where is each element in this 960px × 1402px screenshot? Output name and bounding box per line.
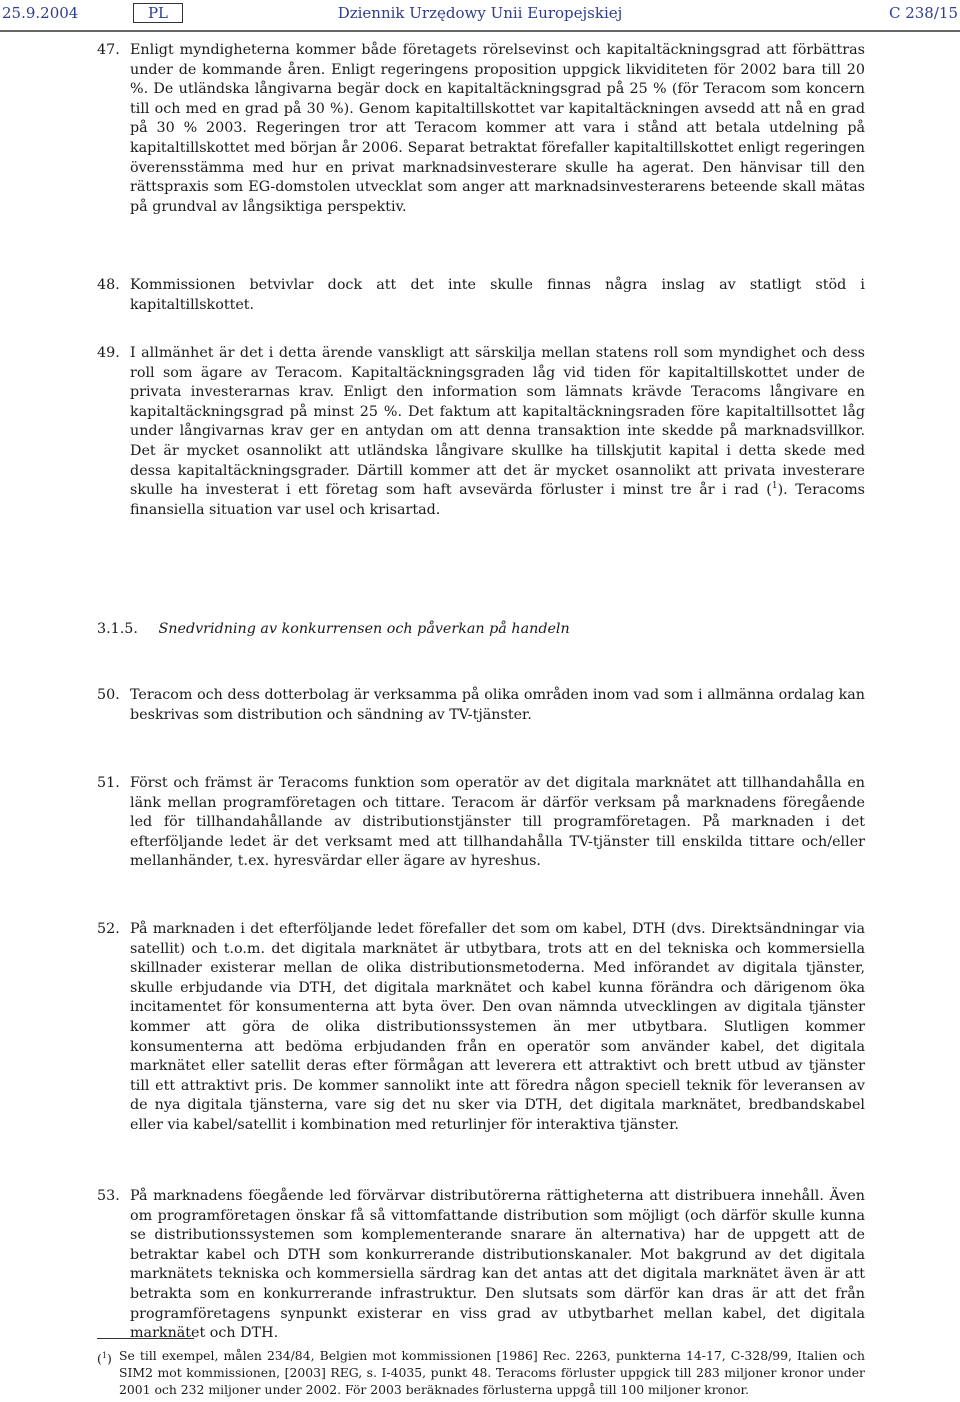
paragraph-text: Enligt myndigheterna kommer både företagets rörelsevinst och kapitaltäckningsgrad att förbättras under de kommande åren. Enligt regeringens proposition uppgick likviditeten för 2002 bara till 20 %. De utländska långivarna begär dock en kapitaltäckningsgrad på 25 % (för Teracom som koncern till och med en grad på 30 %). Genom kapitaltillskottet var kapitaltäckningen avsedd att nå en grad på 30 % 2003. Regeringen tror att Teracom kommer att vara i stånd att betala utdelning på kapitaltillskottet med början år 2006. Separat betraktat förefaller kapitaltillskottet enligt regeringen överensstämma med hur en privat marknadsinvesterare skulle ha agerat. Den hänvisar till den rättspraxis som EG-domstolen utvecklat som anger att marknadsinvesterarens beteende skall mätas på grundval av långsiktiga perspektiv. [130, 42, 865, 215]
paragraph-text: På marknadens föegående led förvärvar distributörerna rättigheterna att distribuera innehåll. Även om programföretagen önskar få så vittomfattande distribution som möjligt (och därför skulle kunna se distributionssystemen som komplementerande snarare än alternativa) har de uppgett att de betraktar kabel och DTH som konkurrerande distributionskanaler. Mot bakgrund av det digitala marknätets tekniska och kommersiella särdrag kan det antas att det digitala marknätet även är att betrakta som en konkurrerande infrastruktur. Den slutsats som därför kan dras är att det från programföretagens synpunkt existerar en viss grad av utbytbarhet mellan kabel, det digitala marknätet och DTH. [130, 1188, 865, 1342]
header-reference: C 238/15 [888, 4, 958, 22]
paragraph-47 [97, 41, 865, 217]
paragraph-text: På marknaden i det efterföljande ledet förefaller det som om kabel, DTH (dvs. Direktsändningar via satellit) och t.o.m. det digitala marknätet är utbytbara, trots att en del tekniska och kommersiella skillnader existerar mellan de olika distributionsmetoderna. Med införandet av digitala tjänster, skulle erbjudande via DTH, det digitala marknätet och kabel kunna förändra och därigenom öka incitamentet för konsumenterna att byta över. Den ovan nämnda utvecklingen av digitala tjänster kommer att göra de olika distributionssystemen än mer utbytbara. Slutligen kommer konsumenterna att bedöma erbjudanden från en operatör som använder kabel, det digitala marknätet eller satellit deras efter förmågan att leverera ett attraktivt och brett utbud av tjänster till ett attraktivt pris. De kommer sannolikt inte att föredra någon speciell teknik för leveransen av de nya digitala tjänsterna, vare sig det nu sker via DTH, det digitala marknätet, bredbandskabel eller via kabel/satellit i kombination med returlinjer för interaktiva tjänster. [130, 921, 865, 1133]
paragraph-number: 47. [97, 42, 120, 58]
footnote-mark: ($^1$) [97, 1351, 112, 1367]
header-journal-title: Dziennik Urzędowy Unii Europejskiej [337, 4, 623, 22]
paragraph-text: Teracom och dess dotterbolag är verksamma på olika områden inom vad som i allmänna ordalag kan beskrivas som distribution och sändning av TV-tjänster. [130, 687, 865, 723]
paragraph-49 [97, 344, 865, 520]
footnote-text: Se till exempel, målen 234/84, Belgien mot kommissionen [1986] Rec. 2263, punkterna 14-17, C-328/99, Italien och SIM2 mot kommissionen, [2003] REG, s. I-4035, punkt 48. Teracoms förluster uppgick till 283 miljoner kronor under 2001 och 232 miljoner under 2002. För 2003 beräknades förlusterna uppgå till 100 miljoner kronor. [119, 1348, 865, 1397]
paragraph-48 [97, 276, 865, 315]
paragraph-number: 51. [97, 775, 120, 791]
paragraph-number: 50. [97, 687, 120, 703]
paragraph-number: 49. [97, 345, 120, 361]
paragraph-text: Kommissionen betvivlar dock att det inte skulle finnas några inslag av statligt stöd i kapitaltillskottet. [130, 277, 865, 313]
paragraph-52 [97, 920, 865, 1136]
section-number: 3.1.5. [97, 621, 138, 637]
header-language-box: PL [133, 3, 183, 23]
paragraph-text: I allmänhet är det i detta ärende vanskligt att särskilja mellan statens roll som myndighet och dess roll som ägare av Teracom. Kapitaltäckningsgraden låg vid tiden för kapitaltillskottet under de privata investerarnas krav. Enligt den information som lämnats krävde Teracoms långivare en kapitaltäckningsgrad på minst 25 %. Det faktum att kapitaltäckningsraden före kapitaltillsottet låg under långivarnas krav ger en antydan om att denna transaktion inte skedde på marknadsvillkor. Det är mycket osannolikt att utländska långivare skullke ha tillskjutit kapital i detta skede med dessa kapitaltäckningsgrader. Därtill kommer att det är mycket osannolikt att privata investerare skulle ha investerat i ett företag som haft avsevärda förluster i minst tre år i rad ($^1$). Teracoms finansiella situation var usel och krisartad. [130, 345, 865, 518]
paragraph-number: 53. [97, 1188, 120, 1204]
paragraph-53 [97, 1187, 865, 1344]
paragraph-number: 48. [97, 277, 120, 293]
page-header [0, 0, 960, 32]
paragraph-text: Först och främst är Teracoms funktion som operatör av det digitala marknätet att tillhandahålla en länk mellan programföretagen och tittare. Teracom är därför verksam på marknadens föregående led för tillhandahållande av distributionstjänster till programföretagen. På marknaden i det efterföljande ledet är det verksamt med att tillhandahålla TV-tjänster till enskilda tittare och/eller mellanhänder, t.ex. hyresvärdar eller ägare av hyreshus. [130, 775, 865, 870]
footnote [97, 1347, 865, 1398]
section-title: Snedvridning av konkurrensen och påverkan på handeln [158, 621, 570, 637]
paragraph-51 [97, 774, 865, 872]
header-date: 25.9.2004 [2, 4, 79, 22]
section-heading [97, 620, 570, 640]
paragraph-50 [97, 686, 865, 725]
paragraph-number: 52. [97, 921, 120, 937]
footnote-divider [97, 1338, 194, 1339]
footnote-reference[interactable]: 1 [771, 481, 778, 492]
